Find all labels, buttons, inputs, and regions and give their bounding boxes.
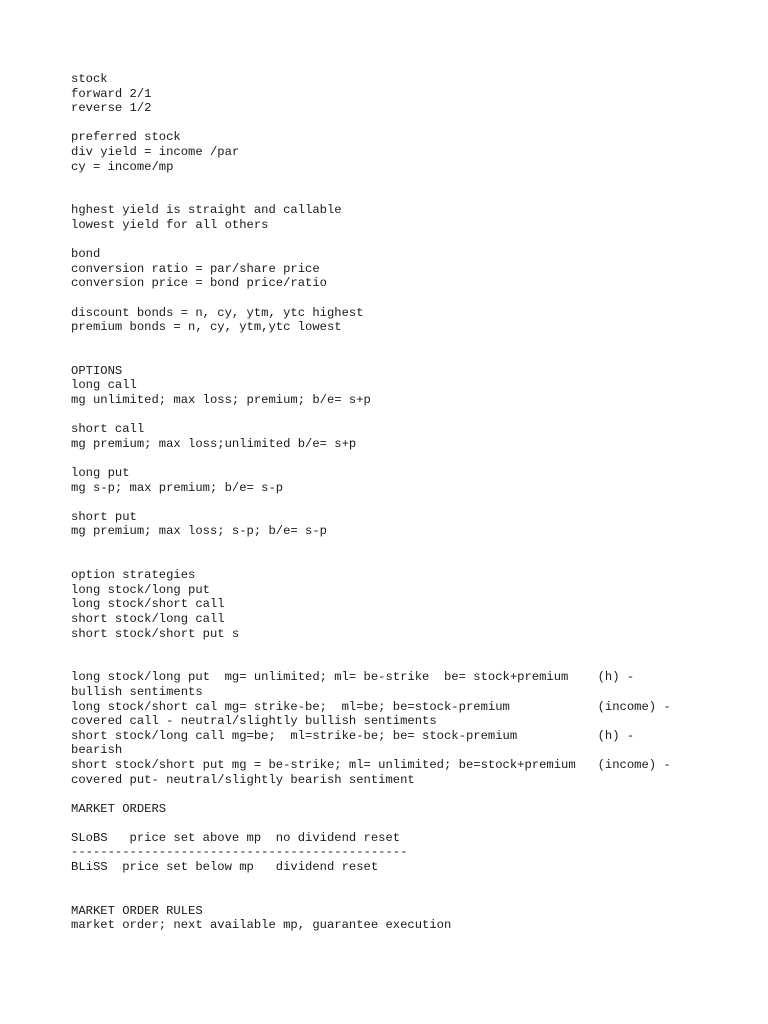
document-body: [71, 72, 711, 933]
blank-line: [71, 349, 711, 364]
text-line: div yield = income /par: [71, 144, 240, 159]
text-line: MARKET ORDER RULES: [71, 903, 203, 918]
text-line: MARKET ORDERS: [71, 801, 167, 816]
text-line: short stock/short put s: [71, 626, 240, 641]
text-line: SLoBS price set above mp no dividend reset: [71, 830, 401, 845]
blank-line: [71, 816, 711, 831]
text-line: mg s-p; max premium; b/e= s-p: [71, 480, 284, 495]
text-line: mg premium; max loss;unlimited b/e= s+p: [71, 436, 357, 451]
text-line: long stock/long put mg= unlimited; ml= be-strike be= stock+premium (h) -: [71, 670, 635, 685]
text-line: short call: [71, 422, 145, 437]
text-line: BLiSS price set below mp dividend reset: [71, 860, 379, 875]
blank-line: [71, 408, 711, 423]
blank-line: [71, 656, 711, 671]
blank-line: [71, 174, 711, 189]
text-line: mg unlimited; max loss; premium; b/e= s+p: [71, 393, 371, 408]
text-line: short stock/long call: [71, 611, 225, 626]
text-line: conversion price = bond price/ratio: [71, 276, 327, 291]
text-line: market order; next available mp, guarantee execution: [71, 918, 452, 933]
text-line: long stock/short cal mg= strike-be; ml=be; be=stock-premium (income) -: [71, 699, 671, 714]
text-line: long call: [71, 378, 137, 393]
blank-line: [71, 539, 711, 554]
blank-line: [71, 787, 711, 802]
blank-line: [71, 641, 711, 656]
text-line: reverse 1/2: [71, 101, 152, 116]
text-line: option strategies: [71, 568, 196, 583]
text-line: lowest yield for all others: [71, 217, 269, 232]
blank-line: [71, 116, 711, 131]
text-line: long put: [71, 466, 130, 481]
text-line: bullish sentiments: [71, 684, 203, 699]
text-line: hghest yield is straight and callable: [71, 203, 342, 218]
text-line: forward 2/1: [71, 86, 152, 101]
blank-line: [71, 233, 711, 248]
blank-line: [71, 889, 711, 904]
text-line: short stock/short put mg = be-strike; ml= unlimited; be=stock+premium (income) -: [71, 757, 671, 772]
text-line: ----------------------------------------------: [71, 845, 408, 860]
text-line: OPTIONS: [71, 363, 123, 378]
text-line: short stock/long call mg=be; ml=strike-be; be= stock-premium (h) -: [71, 728, 635, 743]
blank-line: [71, 189, 711, 204]
blank-line: [71, 875, 711, 890]
text-line: covered call - neutral/slightly bullish sentiments: [71, 714, 437, 729]
blank-line: [71, 495, 711, 510]
blank-line: [71, 291, 711, 306]
text-line: cy = income/mp: [71, 159, 174, 174]
blank-line: [71, 451, 711, 466]
blank-line: [71, 554, 711, 569]
text-line: long stock/long put: [71, 582, 210, 597]
text-line: bearish: [71, 743, 123, 758]
text-line: short put: [71, 509, 137, 524]
text-line: conversion ratio = par/share price: [71, 261, 320, 276]
text-line: stock: [71, 72, 108, 86]
text-line: covered put- neutral/slightly bearish sentiment: [71, 772, 415, 787]
text-line: long stock/short call: [71, 597, 225, 612]
text-line: mg premium; max loss; s-p; b/e= s-p: [71, 524, 327, 539]
blank-line: [71, 335, 711, 350]
text-line: discount bonds = n, cy, ytm, ytc highest: [71, 305, 364, 320]
text-line: premium bonds = n, cy, ytm,ytc lowest: [71, 320, 342, 335]
text-line: preferred stock: [71, 130, 181, 145]
text-line: bond: [71, 247, 101, 262]
